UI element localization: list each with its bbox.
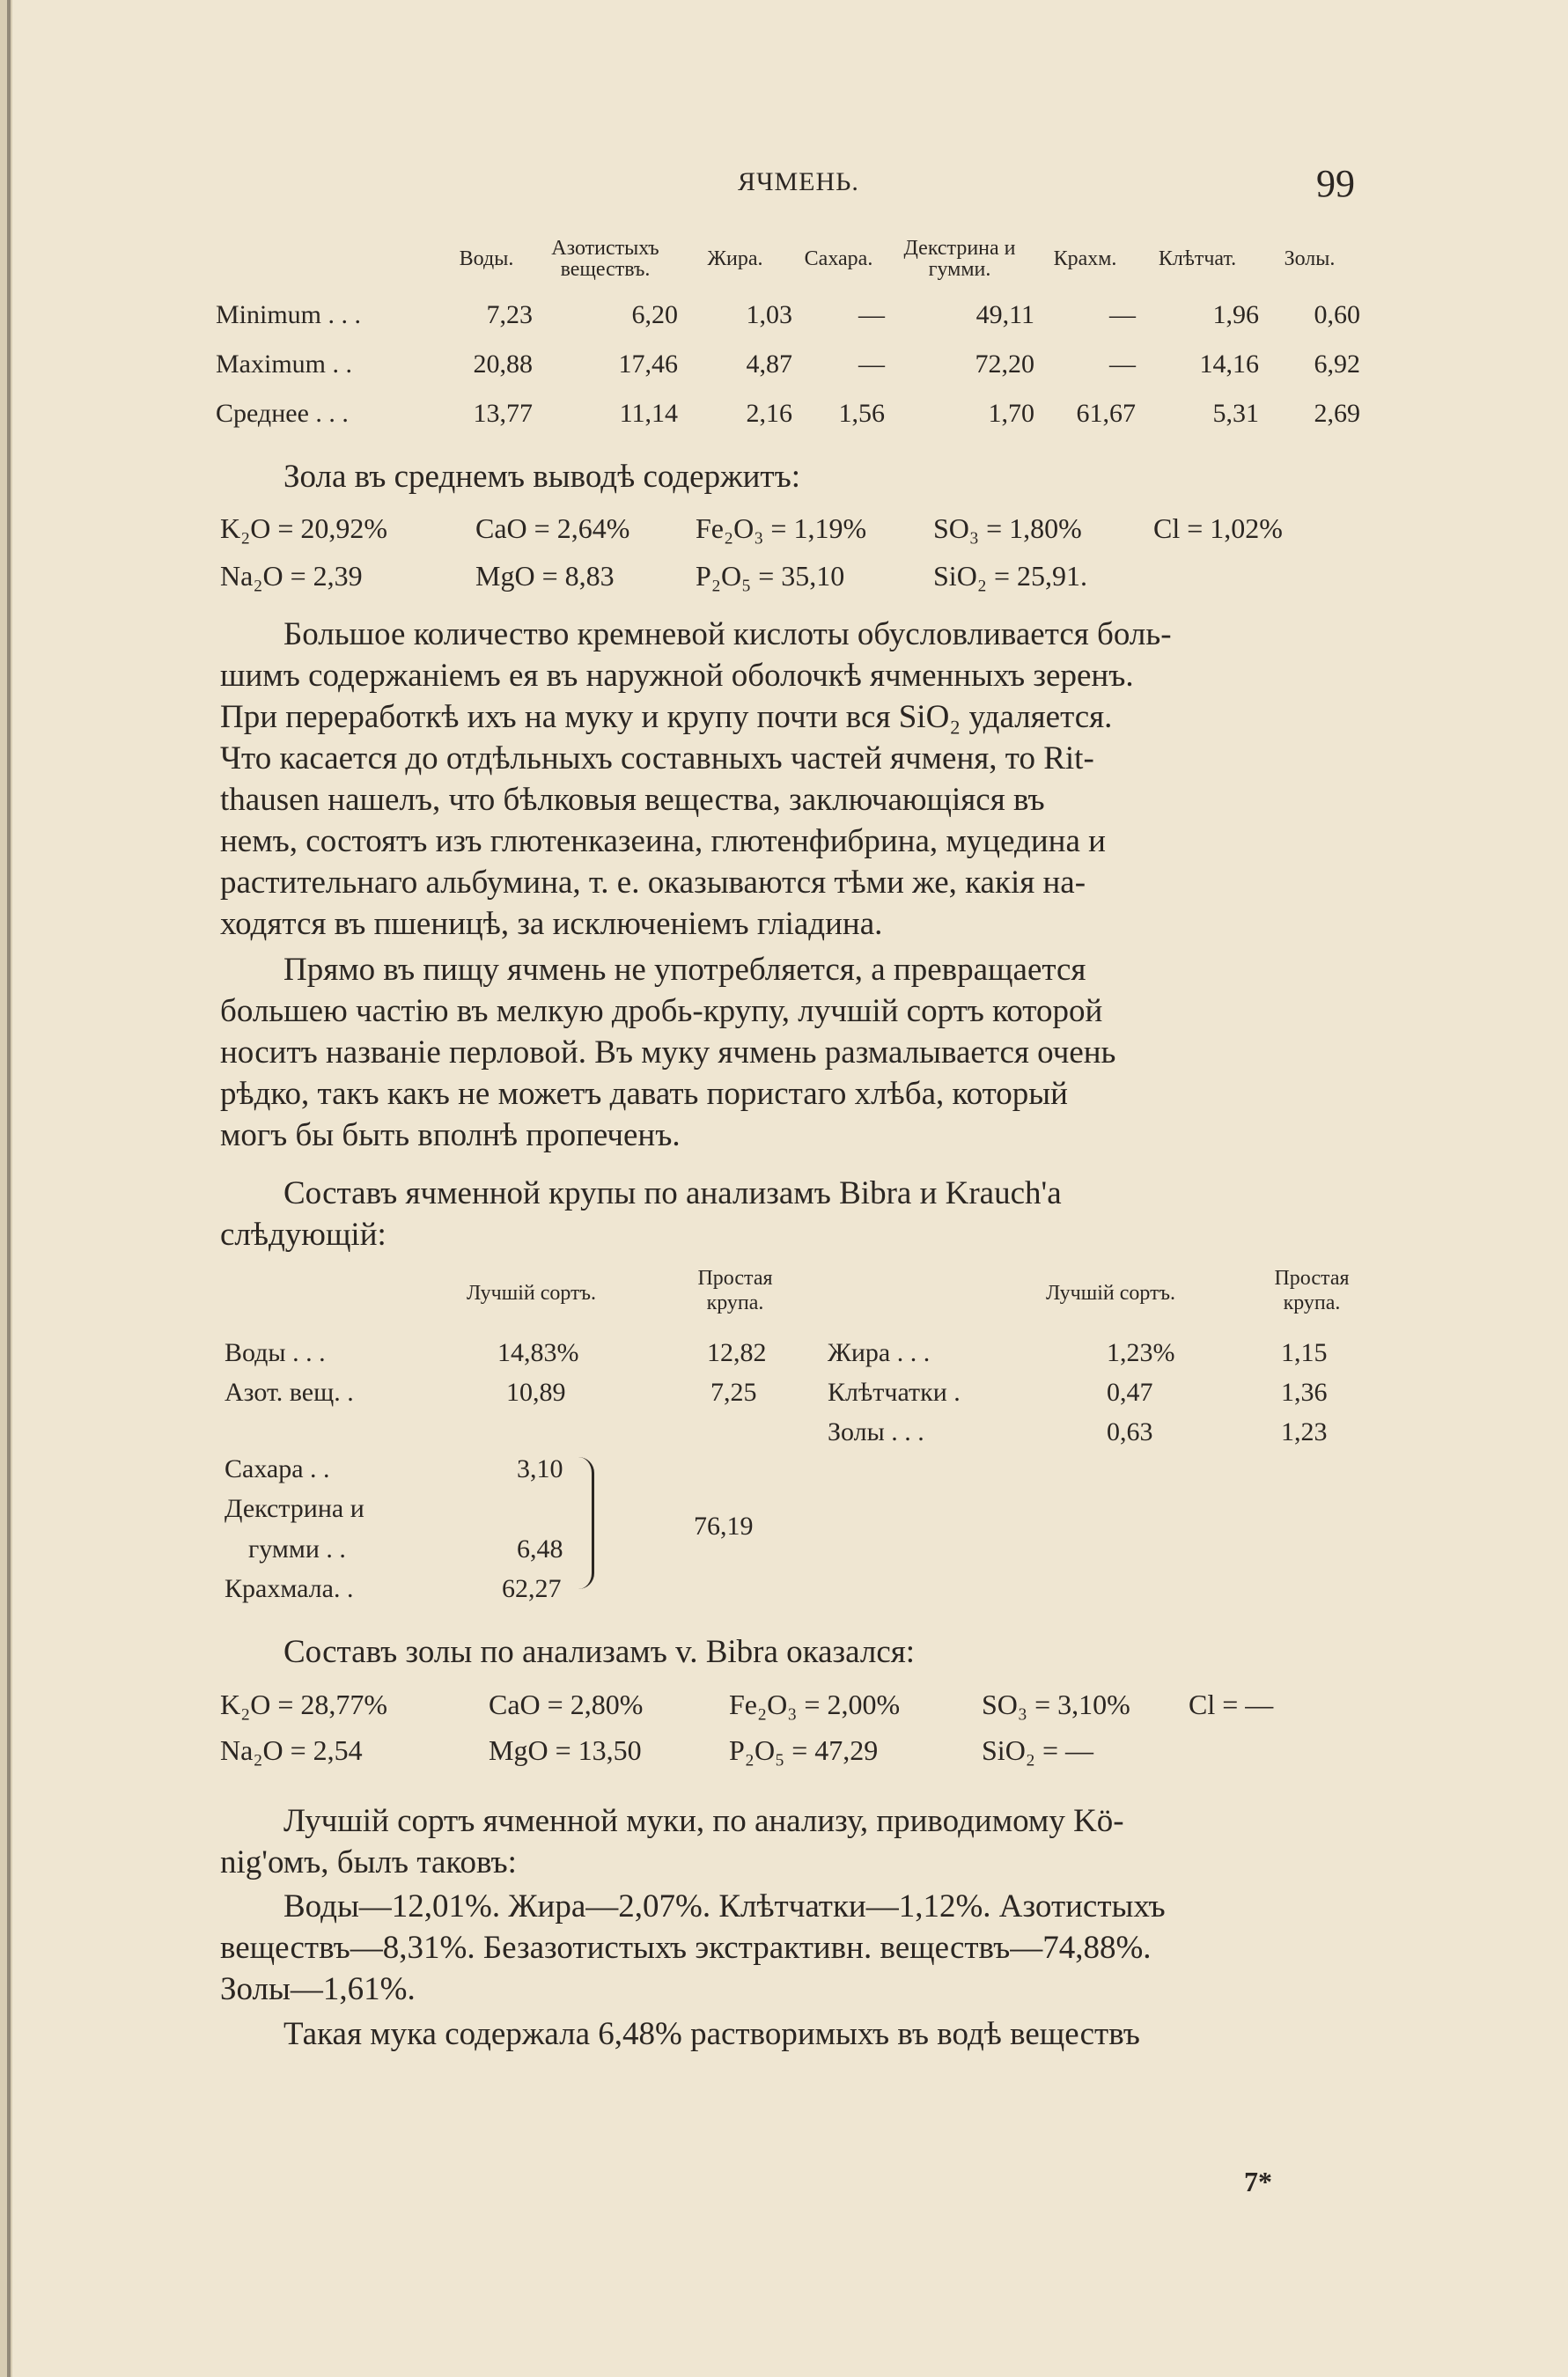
table-cell: Minimum . . . [216,300,362,329]
text-line: При переработкѣ ихъ на муку и крупу почти вся SiO₂ удаляется. [220,699,1113,735]
row-label: Сахара . . [225,1454,330,1483]
table-cell: 6,20 [631,300,678,329]
braced-total: 76,19 [694,1512,754,1541]
text-line: растительнаго альбумина, т. е. оказываются тѣми же, какія на- [220,865,1086,901]
formula: P₂O₅ = 47,29 [729,1734,879,1766]
table-header-cell: Жира. [707,247,763,270]
table-header-cell: Крахм. [1053,247,1117,270]
table-header-cell: Простая крупа. [1274,1267,1350,1314]
table-cell: 1,56 [838,399,885,428]
formula: P₂O₅ = 35,10 [696,560,845,592]
table-header-cell: Лучшій сортъ. [467,1282,596,1305]
table-cell: 3,10 [517,1454,563,1483]
formula: CaO = 2,80% [489,1689,644,1720]
table-cell: Среднее . . . [216,399,349,428]
text-line: Золы—1,61%. [220,1971,416,2007]
table-cell: 1,96 [1212,300,1259,329]
text-line: Составъ ячменной крупы по анализамъ Bibra и Krauch'а [283,1175,1062,1211]
text-line: веществъ—8,31%. Безазотистыхъ экстрактивн. веществъ—74,88%. [220,1930,1152,1966]
formula: Fe₂O₃ = 1,19% [696,512,867,544]
formula: Fe₂O₃ = 2,00% [729,1689,901,1720]
formula: Na₂O = 2,39 [220,560,363,592]
paragraph [220,1173,1365,1255]
table-header-cell: Воды. [459,247,514,270]
row-label: Крахмала. . [225,1574,354,1603]
table-cell: 13,77 [473,399,533,428]
running-title: ЯЧМЕНЬ. [738,167,859,196]
table-row [216,389,1360,438]
table-header-row [216,227,1360,291]
table-cell: 20,88 [473,350,533,379]
row-label: гумми . . [248,1534,346,1564]
text-line: рѣдко, такъ какъ не можетъ давать пористаго хлѣба, который [220,1076,1068,1112]
table-header-cell: Простая крупа. [697,1267,773,1314]
table-cell: 14,16 [1199,350,1259,379]
table-cell: 61,67 [1076,399,1136,428]
table-header-cell: Декстрина и гумми. [903,237,1016,281]
row-label: Золы . . . [828,1417,924,1446]
table-cell: 6,92 [1314,350,1360,379]
table-row [216,340,1360,389]
table-cell: — [1109,300,1136,329]
table-header-cell: Азотистыхъ веществъ. [551,237,659,281]
formula: CaO = 2,64% [475,512,630,544]
formula: SO₃ = 3,10% [982,1689,1130,1720]
table-row [216,291,1360,340]
table-cell: — [858,300,885,329]
signature-mark: 7* [1244,2166,1272,2197]
table-cell: 4,87 [746,350,792,379]
paragraph [220,1800,1365,1883]
formula: K₂O = 28,77% [220,1689,388,1720]
text-line: немъ, состоятъ изъ глютенказеина, глютенфибрина, муцедина и [220,823,1106,859]
text-line: шимъ содержаніемъ ея въ наружной оболочкѣ ячменныхъ зеренъ. [220,658,1134,694]
formula: K₂O = 20,92% [220,512,388,544]
table-cell: 49,11 [975,300,1034,329]
paragraph [220,949,1365,1156]
table-header-cell: Сахара. [804,247,873,270]
text-line: Такая мука содержала 6,48% растворимыхъ въ водѣ веществъ [283,2016,1140,2052]
formula: MgO = 13,50 [489,1734,642,1766]
table-cell: 5,31 [1212,399,1259,428]
curly-brace [572,1457,594,1589]
formula: SO₃ = 1,80% [933,512,1082,544]
row-label: Декстрина и [225,1494,364,1523]
table-cell: — [1109,350,1136,379]
page-binding-edge [7,0,11,2377]
table-cell: 62,27 [502,1574,562,1603]
table-cell: 7,23 [486,300,533,329]
row-label: Жира . . . [828,1338,931,1367]
table-cell: 1,36 [1281,1378,1328,1407]
text-line: Прямо въ пищу ячмень не употребляется, а превращается [283,952,1086,988]
table-cell: 1,70 [988,399,1034,428]
text-line: Большое количество кремневой кислоты обусловливается боль- [283,616,1172,652]
text-line: Лучшій сортъ ячменной муки, по анализу, приводимому Kö- [283,1803,1124,1839]
table-cell: 10,89 [506,1378,566,1407]
formula: MgO = 8,83 [475,560,615,592]
formula: SiO₂ = 25,91. [933,560,1087,592]
table-cell: 11,14 [619,399,678,428]
text-line: слѣдующій: [220,1217,386,1253]
text-line: большею частію въ мелкую дробь-крупу, лучшій сортъ которой [220,993,1103,1029]
formula: Na₂O = 2,54 [220,1734,363,1766]
page-number: 99 [1316,162,1355,205]
table-cell: 2,16 [746,399,792,428]
table-cell: 7,25 [710,1378,757,1407]
table-cell: 1,23% [1107,1338,1175,1367]
text-line: Что касается до отдѣльныхъ составныхъ частей ячменя, то Rit- [220,740,1094,776]
text-line: thausen нашелъ, что бѣлковыя вещества, заключающіяся въ [220,782,1045,818]
table-cell: Maximum . . [216,350,352,379]
table-cell: 2,69 [1314,399,1360,428]
text-line: ходятся въ пшеницѣ, за исключеніемъ гліадина. [220,906,883,942]
table-cell: 0,63 [1107,1417,1153,1446]
paragraph [220,1886,1365,2010]
row-label: Азот. вещ. . [225,1378,354,1407]
text-line: носитъ названіе перловой. Въ муку ячмень размалывается очень [220,1034,1116,1071]
row-label: Клѣтчатки . [828,1378,961,1407]
table-cell: 1,03 [746,300,792,329]
table-cell: 72,20 [975,350,1034,379]
table-cell: 0,47 [1107,1378,1153,1407]
table-header-cell: Лучшій сортъ. [1046,1282,1175,1305]
formula: Cl = — [1189,1689,1274,1720]
ash-intro: Зола въ среднемъ выводѣ содержитъ: [283,459,801,495]
paragraph [220,614,1365,945]
table-cell: 1,23 [1281,1417,1328,1446]
text-line: nig'омъ, былъ таковъ: [220,1844,517,1880]
table-cell: 0,60 [1314,300,1360,329]
table-cell: 14,83% [497,1338,579,1367]
table-cell: 17,46 [618,350,678,379]
table-header-cell [216,227,440,291]
formula: Cl = 1,02% [1153,512,1283,544]
ash-intro: Составъ золы по анализамъ v. Bibra оказался: [283,1634,916,1670]
table-cell: 6,48 [517,1534,563,1564]
table-cell: — [858,350,885,379]
row-label: Воды . . . [225,1338,326,1367]
paragraph [220,2013,1365,2055]
formula: SiO₂ = — [982,1734,1093,1766]
text-line: Воды—12,01%. Жира—2,07%. Клѣтчатки—1,12%. Азотистыхъ [283,1888,1166,1924]
table-header-cell: Золы. [1284,247,1336,270]
text-line: могъ бы быть вполнѣ пропеченъ. [220,1117,681,1153]
table-cell: 12,82 [707,1338,767,1367]
composition-table [216,227,1360,438]
table-cell: 1,15 [1281,1338,1328,1367]
table-header-cell: Клѣтчат. [1158,247,1237,270]
